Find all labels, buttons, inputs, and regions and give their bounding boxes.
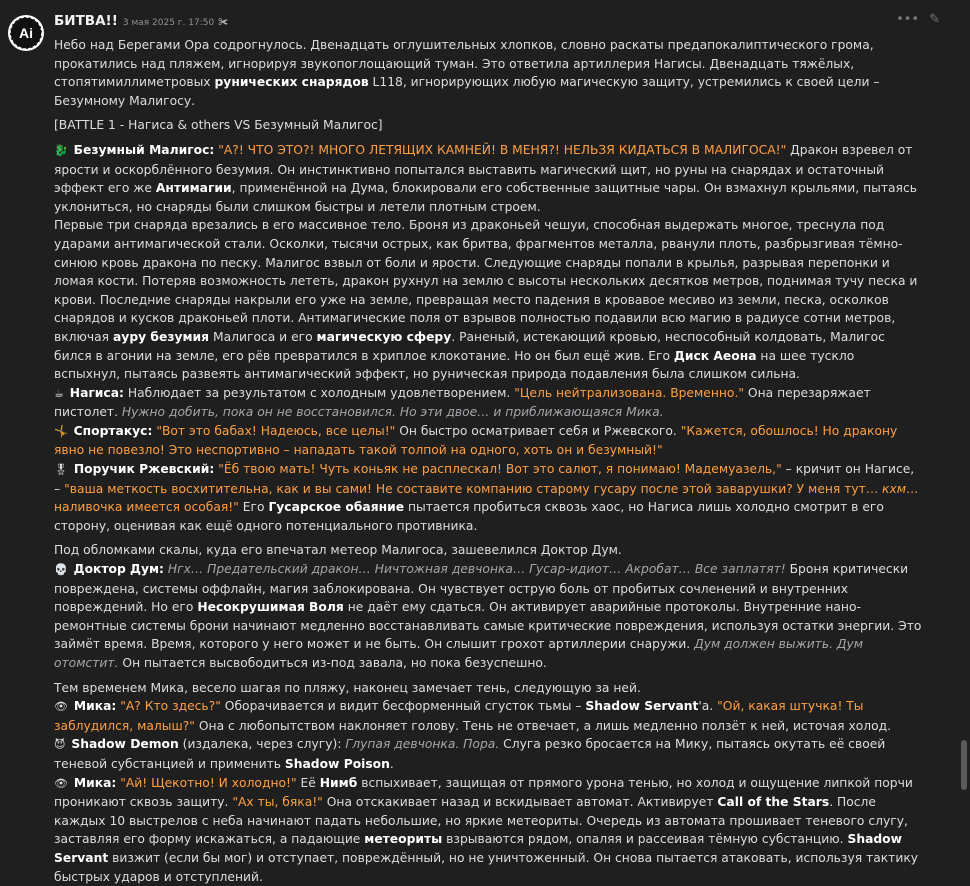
pin-icon: ✀	[218, 17, 228, 28]
ai-logo-icon	[8, 15, 44, 51]
eye-icon: 👁	[54, 776, 68, 790]
nagisa-paragraph: ☕ Нагиса: Наблюдает за результатом с холодным удовлетворением. "Цель нейтрализована. Временно." Она перезаряжает пистолет. Нужно добить, пока он не восстановился. Но эти двое… и приближающаяся Мика.	[54, 385, 871, 420]
scrollbar-track[interactable]	[958, 0, 968, 852]
message-header	[54, 13, 228, 31]
doom-paragraph: 💀 Доктор Дум: Нгх… Предательский дракон… Ничтожная девчонка… Гусар-идиот… Акробат… Все заплатят! Броня критически повреждена, системы оффлайн, магия заблокирована. Он чувствует острую боль от пробитых сочленений и внутренних повреждений. Но его Несокрушимая Воля не даёт ему сдаться. Он активирует аварийные протоколы. Внутренние нано-ремонтные системы брони начинают медленно восстанавливать самые критические повреждения, используя остатки энергии. Это займёт время. Время, которого у него может и не быть. Он слышит грохот артиллерии снаружи. Дум должен выжить. Дум отомстит. Он пытается высвободиться из-под завала, но пока безуспешно.	[54, 562, 922, 670]
author-name[interactable]: БИТВА!!	[54, 13, 118, 29]
sportakus-paragraph: 🤸 Спортакус: "Вот это бабах! Надеюсь, все целы!" Он быстро осматривает себя и Ржевского. "Кажется, обошлось! Но дракону явно не повезло! Это неспортивно – нападать такой толпой на одного, хоть он и безумный!"	[54, 423, 898, 458]
doom-intro: Под обломками скалы, куда его впечатал метеор Малигоса, зашевелился Доктор Дум.	[54, 543, 622, 558]
edit-icon[interactable]: ✎	[929, 12, 940, 27]
demon-icon: 😈	[54, 738, 66, 752]
battle-header: [BATTLE 1 - Нагиса & others VS Безумный Малигос]	[54, 118, 383, 133]
mika-intro: Тем временем Мика, весело шагая по пляжу, наконец замечает тень, следующую за ней.	[54, 680, 641, 695]
maligos-paragraph: 🐉 Безумный Малигос: "А?! ЧТО ЭТО?! МНОГО ЛЕТЯЩИХ КАМНЕЙ! В МЕНЯ?! НЕЛЬЗЯ КИДАТЬСЯ В МАЛИГОСА!" Дракон взревел от ярости и оскорблённого безумия. Он инстинктивно попытался выставить магический щит, но руны на снарядах и остаточный эффект его же Антимагии, применённой на Дума, блокировали его собственные защитные чары. Он взмахнул крыльями, пытаясь уклониться, но снаряды были слишком быстры и летели плотным строем.	[54, 142, 917, 214]
author-avatar[interactable]	[8, 15, 44, 51]
demon-paragraph: 😈 Shadow Demon (издалека, через слугу): Глупая девчонка. Пора. Слуга резко бросается на Мику, пытаясь окутать её своей теневой субстанцией и применить Shadow Poison.	[54, 737, 886, 771]
mika-paragraph-2: 👁 Мика: "Ай! Щекотно! И холодно!" Её Нимб вспыхивает, защищая от прямого урона тенью, но холод и ощущение липкой порчи проникают сквозь защиту. "Ах ты, бяка!" Она отскакивает назад и вскидывает автомат. Активирует Call of the Stars. После каждых 10 выстрелов с неба начинают падать небольшие, но яркие метеориты. Очередь из автомата прошивает теневого слугу, заставляя его форму искажаться, а падающие метеориты взрываются рядом, опаляя и рассеивая тёмную субстанцию. Shadow Servant визжит (если бы мог) и отступает, повреждённый, но не уничтоженный. Он снова пытается атаковать, используя тактику быстрых ударов и отступлений.	[54, 775, 919, 884]
coffee-icon: ☕	[54, 386, 64, 400]
svg-text:Ai: Ai	[19, 25, 33, 41]
scrollbar-thumb[interactable]	[961, 740, 967, 790]
intro-paragraph: Небо над Берегами Ора содрогнулось. Двенадцать оглушительных хлопков, словно раскаты предапокалиптического грома, прокатились над пляжем, игнорируя звукопоглощающий туман. Это ответила артиллерия Нагисы. Двенадцать тяжёлых, стопятимиллиметровых рунических снарядов L118, игнорирующих любую магическую защиту, устремились к своей цели – Безумному Малигосу.	[54, 38, 880, 108]
acrobat-icon: 🤸	[54, 424, 68, 438]
message-timestamp: 3 мая 2025 г. 17:50	[122, 18, 215, 28]
medal-icon: 🎖	[54, 463, 68, 477]
impact-paragraph: Первые три снаряда врезались в его массивное тело. Броня из драконьей чешуи, способная выдержать многое, треснула под ударами антимагической стали. Осколки, тысячи острых, как бритва, фрагментов металла, рванули плоть, разбрызгивая тёмно-синюю кровь дракона по песку. Малигос взвыл от боли и ярости. Следующие снаряды попали в крылья, разрывая перепонки и ломая кости. Потеряв возможность лететь, дракон рухнул на землю с высоты нескольких десятков метров, поднимая тучу песка и крови. Последние снаряды накрыли его уже на земле, превращая место падения в кровавое месиво из земли, песка, осколков снарядов и кусков драконьей плоти. Антимагические поля от взрывов полностью подавили всю магию в радиусе сотни метров, включая ауру безумия Малигоса и его магическую сферу. Раненый, истекающий кровью, неспособный колдовать, Малигос бился в агонии на земле, его рёв превратился в хриплое клокотание. Но он был ещё жив. Его Диск Аеона на шее тускло вспыхнул, пытаясь развеять антимагический эффект, но руническая природа подавления была слишком сильна.	[54, 218, 918, 382]
mika-paragraph-1: 👁 Мика: "А? Кто здесь?" Оборачивается и видит бесформенный сгусток тьмы – Shadow Servant'а. "Ой, какая штучка! Ты заблудился, малыш?" Она с любопытством наклоняет голову. Тень не отвечает, а лишь медленно ползёт к ней, источая холод.	[54, 699, 892, 733]
dragon-icon: 🐉	[54, 143, 68, 157]
message-actions	[896, 12, 940, 27]
message-content	[54, 36, 922, 886]
rzhevsky-paragraph: 🎖 Поручик Ржевский: "Ёб твою мать! Чуть коньяк не расплескал! Вот это салют, я понимаю! Мадемуазель," – кричит он Нагисе, – "ваша меткость восхитительна, как и вы сами! Не составите компанию старому гусару после этой заварушки? У меня тут… кхм… наливочка имеется особая!" Его Гусарское обаяние пытается пробиться сквозь хаос, но Нагиса лишь холодно смотрит в его сторону, оценивая как ещё одного потенциального противника.	[54, 462, 919, 533]
eye-icon: 👁	[54, 700, 68, 714]
more-options-icon[interactable]: •••	[896, 12, 920, 27]
skull-icon: 💀	[54, 563, 68, 577]
